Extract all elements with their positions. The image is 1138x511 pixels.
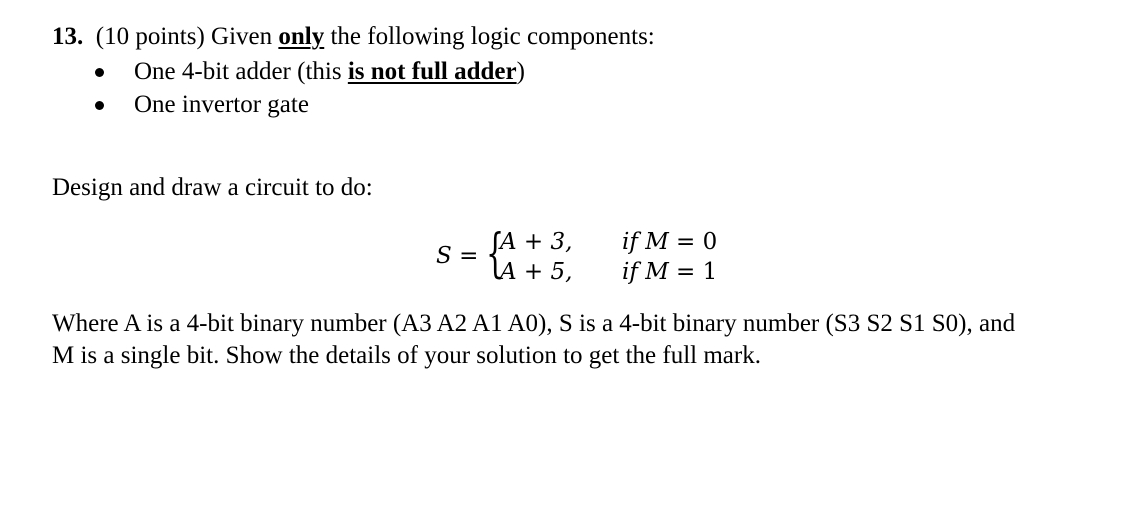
bullet-icon [95, 101, 104, 110]
not-full-adder-emphasis: is not full adder [347, 58, 517, 85]
adder-pre: One 4-bit adder (this [134, 58, 348, 85]
case-1-text: A + 3, [500, 229, 573, 255]
case-2-condition: if M = 1 [622, 259, 718, 285]
case-1-condition: if M = 0 [622, 229, 718, 255]
description-line-2: M is a single bit. Show the details of your solution to get the full mark. [52, 342, 761, 369]
only-emphasis: only [278, 23, 325, 50]
adder-post: ) [516, 58, 525, 85]
description-line-1: Where A is a 4-bit binary number (A3 A2 A1 A0), S is a 4-bit binary number (S3 S2 S1 S0), and [52, 310, 1016, 337]
case-1-expr [500, 229, 572, 255]
question-number: 13. [52, 23, 84, 50]
list-item-invertor: One invertor gate [134, 91, 309, 118]
question-points: (10 points) Given [95, 23, 279, 50]
left-brace-icon: { [486, 224, 505, 284]
task-text: Design and draw a circuit to do: [52, 174, 373, 201]
equation-s: S [436, 243, 452, 269]
question-header [52, 22, 655, 52]
equation-lhs [436, 243, 478, 269]
case-2-text: A + 5, [500, 259, 573, 285]
equation-equals: = [459, 243, 479, 269]
case-2-expr [500, 259, 572, 285]
list-item-adder [134, 57, 525, 87]
bullet-icon [95, 68, 104, 77]
question-rest: the following logic components: [324, 23, 655, 50]
